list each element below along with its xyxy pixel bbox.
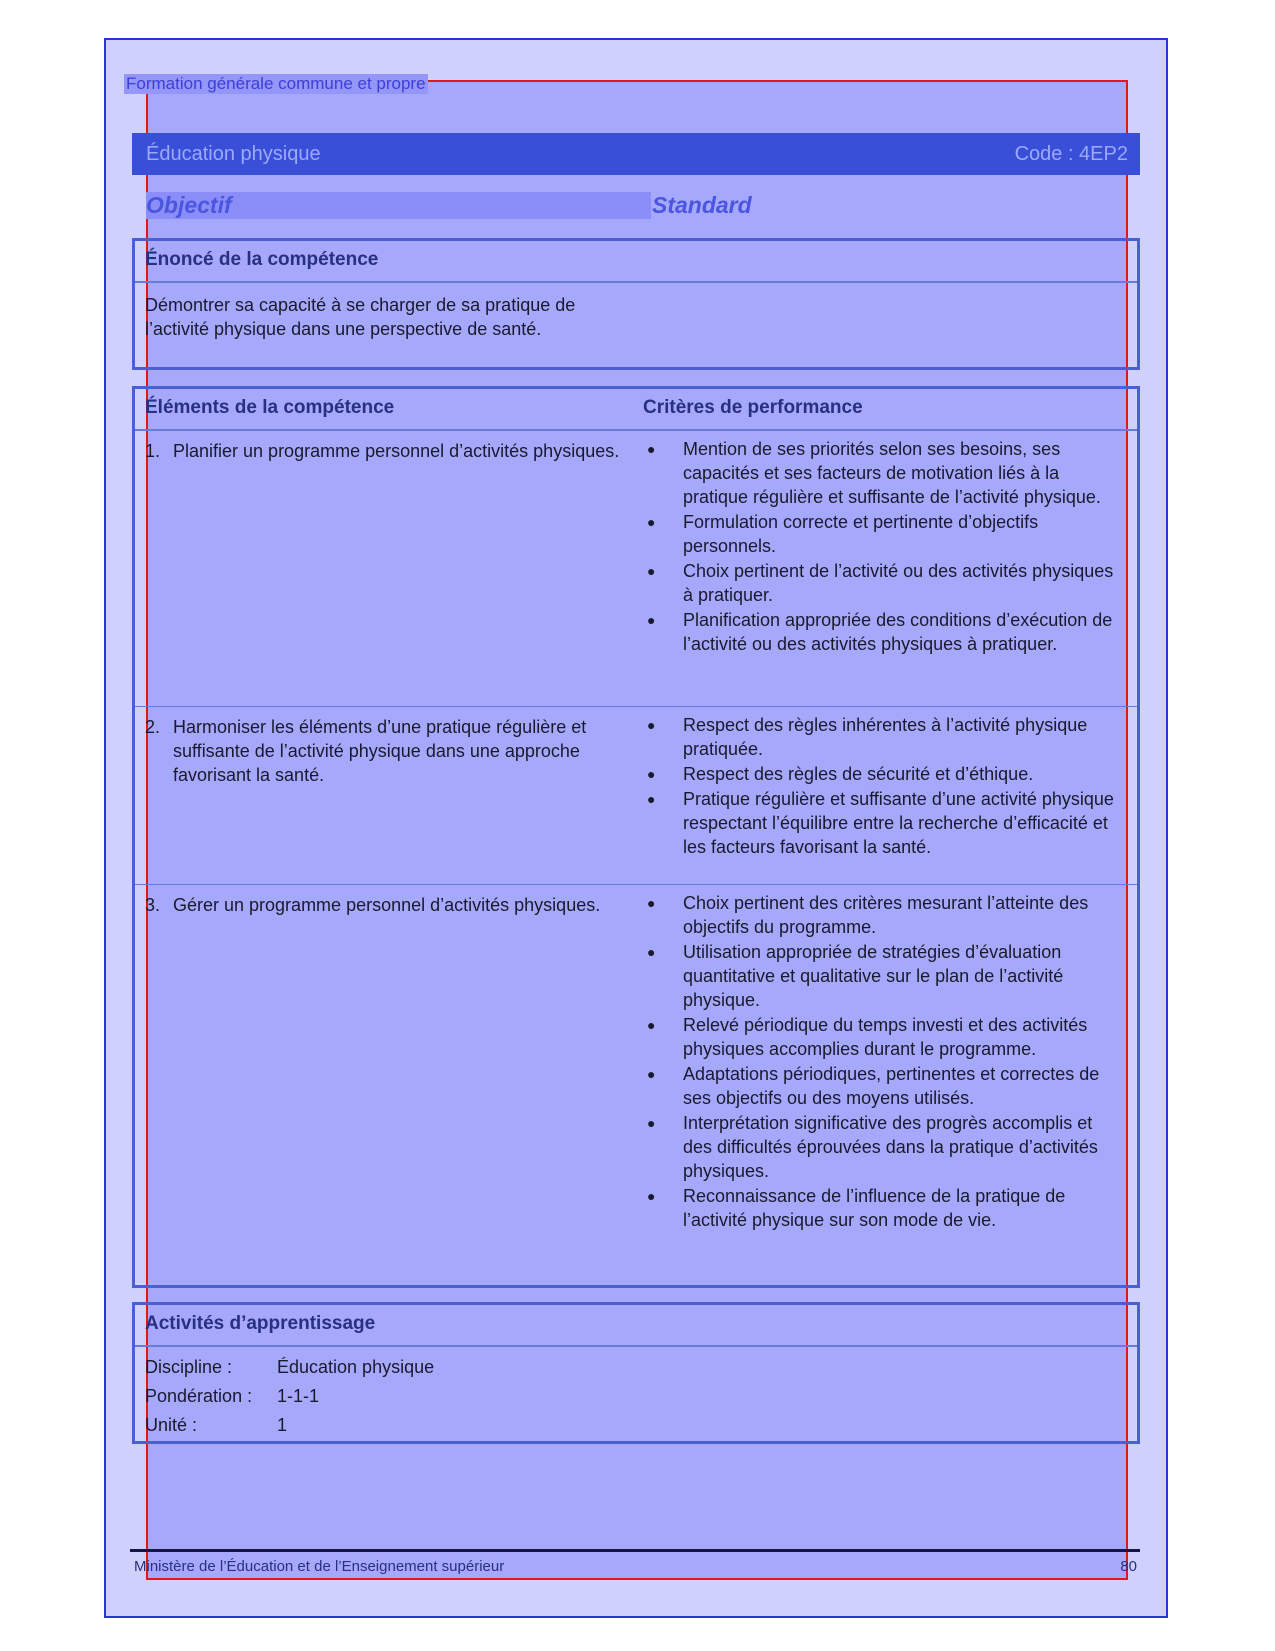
criterion-text: Mention de ses priorités selon ses besoins, ses capacités et ses facteurs de motivation liés à la pratique régulière et suffisante de l’activité physique. <box>683 439 1101 507</box>
ponderation-label: Pondération : <box>145 1386 253 1406</box>
bullet-icon: ● <box>647 612 656 628</box>
standard-label: Standard <box>652 192 752 218</box>
list-item <box>645 1062 1115 1110</box>
criterion-text: Choix pertinent de l’activité ou des activités physiques à pratiquer. <box>683 561 1114 605</box>
criteria-list <box>645 437 1115 657</box>
element-text: Harmoniser les éléments d’une pratique régulière et suffisante de l’activité physique dans une approche favorisant la santé. <box>173 717 587 785</box>
element-text: Gérer un programme personnel d’activités physiques. <box>173 895 601 915</box>
criterion-text: Reconnaissance de l’influence de la pratique de l’activité physique sur son mode de vie. <box>683 1186 1066 1230</box>
bullet-icon: ● <box>647 717 656 733</box>
bullet-icon: ● <box>647 944 656 960</box>
element-number: 3. <box>145 895 161 915</box>
elements-column-header: Éléments de la compétence <box>145 397 395 418</box>
table-row <box>135 885 1137 1285</box>
list-item <box>645 787 1115 859</box>
bullet-icon: ● <box>647 791 656 807</box>
discipline-value: Éducation physique <box>277 1357 435 1377</box>
discipline-row <box>145 1353 1127 1382</box>
activities-box <box>132 1302 1140 1444</box>
activities-heading: Activités d’apprentissage <box>135 1305 1137 1347</box>
criterion-text: Pratique régulière et suffisante d’une activité physique respectant l’équilibre entre la recherche d’efficacité et les facteurs favorisant la santé. <box>683 789 1114 857</box>
list-item <box>645 940 1115 1012</box>
list-item <box>645 1111 1115 1183</box>
bullet-icon: ● <box>647 563 656 579</box>
competence-box <box>132 238 1140 370</box>
unite-row <box>145 1411 1127 1440</box>
criterion-text: Relevé périodique du temps investi et des activités physiques accomplies durant le programme. <box>683 1015 1088 1059</box>
bullet-icon: ● <box>647 895 656 911</box>
header-bar <box>132 133 1140 175</box>
table-row <box>135 431 1137 707</box>
footer-rule <box>130 1549 1140 1552</box>
criterion-text: Interprétation significative des progrès accomplis et des difficultés éprouvées dans la pratique d’activités physiques. <box>683 1113 1098 1181</box>
element-cell <box>145 439 625 463</box>
element-number: 1. <box>145 441 161 461</box>
unite-value: 1 <box>277 1415 288 1435</box>
objective-label: Objectif <box>146 192 651 219</box>
discipline-label: Discipline : <box>145 1357 233 1377</box>
list-item <box>645 608 1115 656</box>
bullet-icon: ● <box>647 441 656 457</box>
list-item <box>645 891 1115 939</box>
criteria-list <box>645 891 1115 1233</box>
unite-label: Unité : <box>145 1415 198 1435</box>
activities-details <box>135 1347 1137 1446</box>
bullet-icon: ● <box>647 766 656 782</box>
course-code: Code : 4EP2 <box>1014 143 1128 165</box>
list-item <box>645 559 1115 607</box>
footer-publisher: Ministère de l’Éducation et de l’Enseignement supérieur <box>134 1558 505 1575</box>
competence-text: Démontrer sa capacité à se charger de sa pratique de l’activité physique dans une perspective de santé. <box>145 295 576 339</box>
element-text: Planifier un programme personnel d’activités physiques. <box>173 441 620 461</box>
top-label: Formation générale commune et propre <box>126 74 426 93</box>
list-item <box>645 713 1115 761</box>
list-item <box>645 510 1115 558</box>
table-row <box>135 707 1137 885</box>
bullet-icon: ● <box>647 514 656 530</box>
criteria-list <box>645 713 1115 860</box>
criterion-text: Respect des règles de sécurité et d’éthique. <box>683 764 1034 784</box>
course-title: Éducation physique <box>146 143 321 165</box>
list-item <box>645 762 1115 786</box>
objective-standard-row <box>146 192 1046 222</box>
ponderation-row <box>145 1382 1127 1411</box>
list-item <box>645 1184 1115 1232</box>
bullet-icon: ● <box>647 1017 656 1033</box>
elements-table <box>132 386 1140 1288</box>
list-item <box>645 1013 1115 1061</box>
criterion-text: Formulation correcte et pertinente d’objectifs personnels. <box>683 512 1039 556</box>
bullet-icon: ● <box>647 1188 656 1204</box>
criterion-text: Respect des règles inhérentes à l’activité physique pratiquée. <box>683 715 1088 759</box>
bullet-icon: ● <box>647 1115 656 1131</box>
criterion-text: Planification appropriée des conditions d’exécution de l’activité ou des activités physiques à pratiquer. <box>683 610 1113 654</box>
criterion-text: Utilisation appropriée de stratégies d’évaluation quantitative et qualitative sur le plan de l’activité physique. <box>683 942 1064 1010</box>
page-number: 80 <box>1120 1558 1137 1575</box>
criteria-column-header: Critères de performance <box>643 397 863 418</box>
ponderation-value: 1-1-1 <box>277 1386 320 1406</box>
element-number: 2. <box>145 717 161 737</box>
competence-heading: Énoncé de la compétence <box>135 241 1137 283</box>
element-cell <box>145 715 625 787</box>
criterion-text: Adaptations périodiques, pertinentes et correctes de ses objectifs ou des moyens utilisés. <box>683 1064 1100 1108</box>
criterion-text: Choix pertinent des critères mesurant l’atteinte des objectifs du programme. <box>683 893 1089 937</box>
bullet-icon: ● <box>647 1066 656 1082</box>
element-cell <box>145 893 625 917</box>
elements-table-header <box>135 389 1137 431</box>
list-item <box>645 437 1115 509</box>
